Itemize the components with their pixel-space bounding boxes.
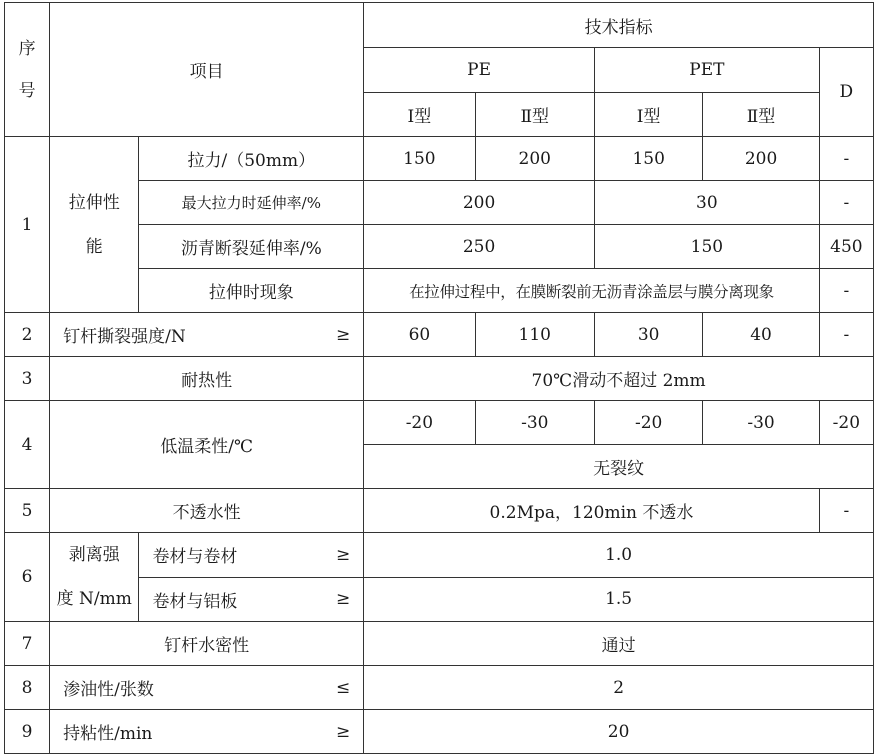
row1-no: 1 — [5, 137, 50, 313]
row1-phenomenon-d: - — [819, 269, 873, 313]
row4-pet1: -20 — [594, 401, 702, 445]
header-seq: 序 号 — [5, 3, 50, 137]
header-item: 项目 — [50, 3, 364, 137]
row5-no: 5 — [5, 489, 50, 533]
row6b-operator: ≥ — [335, 589, 351, 610]
row4-label: 低温柔性/℃ — [50, 401, 364, 489]
row9-no: 9 — [5, 710, 50, 754]
row1-phenomenon-label: 拉伸时现象 — [139, 269, 364, 313]
row2-pet1: 30 — [594, 313, 702, 357]
row4-pet2: -30 — [703, 401, 819, 445]
row6a-value: 1.0 — [364, 533, 874, 578]
row2-pe1: 60 — [364, 313, 475, 357]
header-tech: 技术指标 — [364, 3, 874, 48]
row2-label-cell — [50, 313, 364, 357]
row5-label: 不透水性 — [50, 489, 364, 533]
row1-phenomenon-value: 在拉伸过程中，在膜断裂前无沥青涂盖层与膜分离现象 — [364, 269, 820, 313]
row4-result: 无裂纹 — [364, 445, 874, 489]
row7-no: 7 — [5, 622, 50, 666]
row1-max-elong-label: 最大拉力时延伸率/% — [139, 181, 364, 225]
row1-max-elong-d: - — [819, 181, 873, 225]
header-pe: PE — [364, 48, 595, 93]
row8-operator: ≤ — [335, 677, 351, 698]
row8-value: 2 — [364, 666, 874, 710]
header-pe-type2: Ⅱ型 — [475, 93, 594, 137]
row1-tensile-force-label: 拉力/（50mm） — [139, 137, 364, 181]
row6-no: 6 — [5, 533, 50, 622]
header-pet-type2: Ⅱ型 — [703, 93, 819, 137]
row9-operator: ≥ — [335, 721, 351, 742]
row8-label: 渗油性/张数 — [63, 680, 154, 700]
row2-no: 2 — [5, 313, 50, 357]
row4-no: 4 — [5, 401, 50, 489]
row7-label: 钉杆水密性 — [50, 622, 364, 666]
row1-max-elong-pe: 200 — [364, 181, 595, 225]
header-pe-type1: Ⅰ型 — [364, 93, 475, 137]
row6a-label-cell — [139, 533, 364, 578]
header-pet-type1: Ⅰ型 — [594, 93, 702, 137]
row1-tensile-force-pe1: 150 — [364, 137, 475, 181]
row2-label: 钉杆撕裂强度/N — [63, 327, 186, 347]
row1-tensile-force-pet1: 150 — [594, 137, 702, 181]
row1-tensile-force-d: - — [819, 137, 873, 181]
spec-table — [4, 2, 874, 754]
row1-max-elong-pet: 30 — [594, 181, 819, 225]
row4-pe1: -20 — [364, 401, 475, 445]
row6a-label: 卷材与卷材 — [152, 547, 238, 568]
row6-group: 剥离强 度 N/mm — [50, 533, 139, 622]
row4-d: -20 — [819, 401, 873, 445]
row2-operator: ≥ — [335, 324, 351, 345]
row2-d: - — [819, 313, 873, 357]
row8-label-cell — [50, 666, 364, 710]
row2-pet2: 40 — [703, 313, 819, 357]
row5-value: 0.2Mpa，120min 不透水 — [364, 489, 820, 533]
row3-value: 70℃滑动不超过 2mm — [364, 357, 874, 401]
row6a-operator: ≥ — [335, 544, 351, 565]
header-pet: PET — [594, 48, 819, 93]
row9-label-cell — [50, 710, 364, 754]
row1-asphalt-elong-d: 450 — [819, 225, 873, 269]
row1-asphalt-elong-pet: 150 — [594, 225, 819, 269]
row5-d: - — [819, 489, 873, 533]
row3-no: 3 — [5, 357, 50, 401]
row4-pe2: -30 — [475, 401, 594, 445]
row7-value: 通过 — [364, 622, 874, 666]
header-d: D — [819, 48, 873, 137]
row1-asphalt-elong-pe: 250 — [364, 225, 595, 269]
row6b-label-cell — [139, 577, 364, 622]
row1-group: 拉伸性 能 — [50, 137, 139, 313]
row1-tensile-force-pe2: 200 — [475, 137, 594, 181]
row2-pe2: 110 — [475, 313, 594, 357]
row6b-value: 1.5 — [364, 577, 874, 622]
row3-label: 耐热性 — [50, 357, 364, 401]
row1-tensile-force-pet2: 200 — [703, 137, 819, 181]
row9-value: 20 — [364, 710, 874, 754]
row9-label: 持粘性/min — [63, 724, 153, 744]
row8-no: 8 — [5, 666, 50, 710]
row1-asphalt-elong-label: 沥青断裂延伸率/% — [139, 225, 364, 269]
row6b-label: 卷材与铝板 — [152, 591, 238, 612]
